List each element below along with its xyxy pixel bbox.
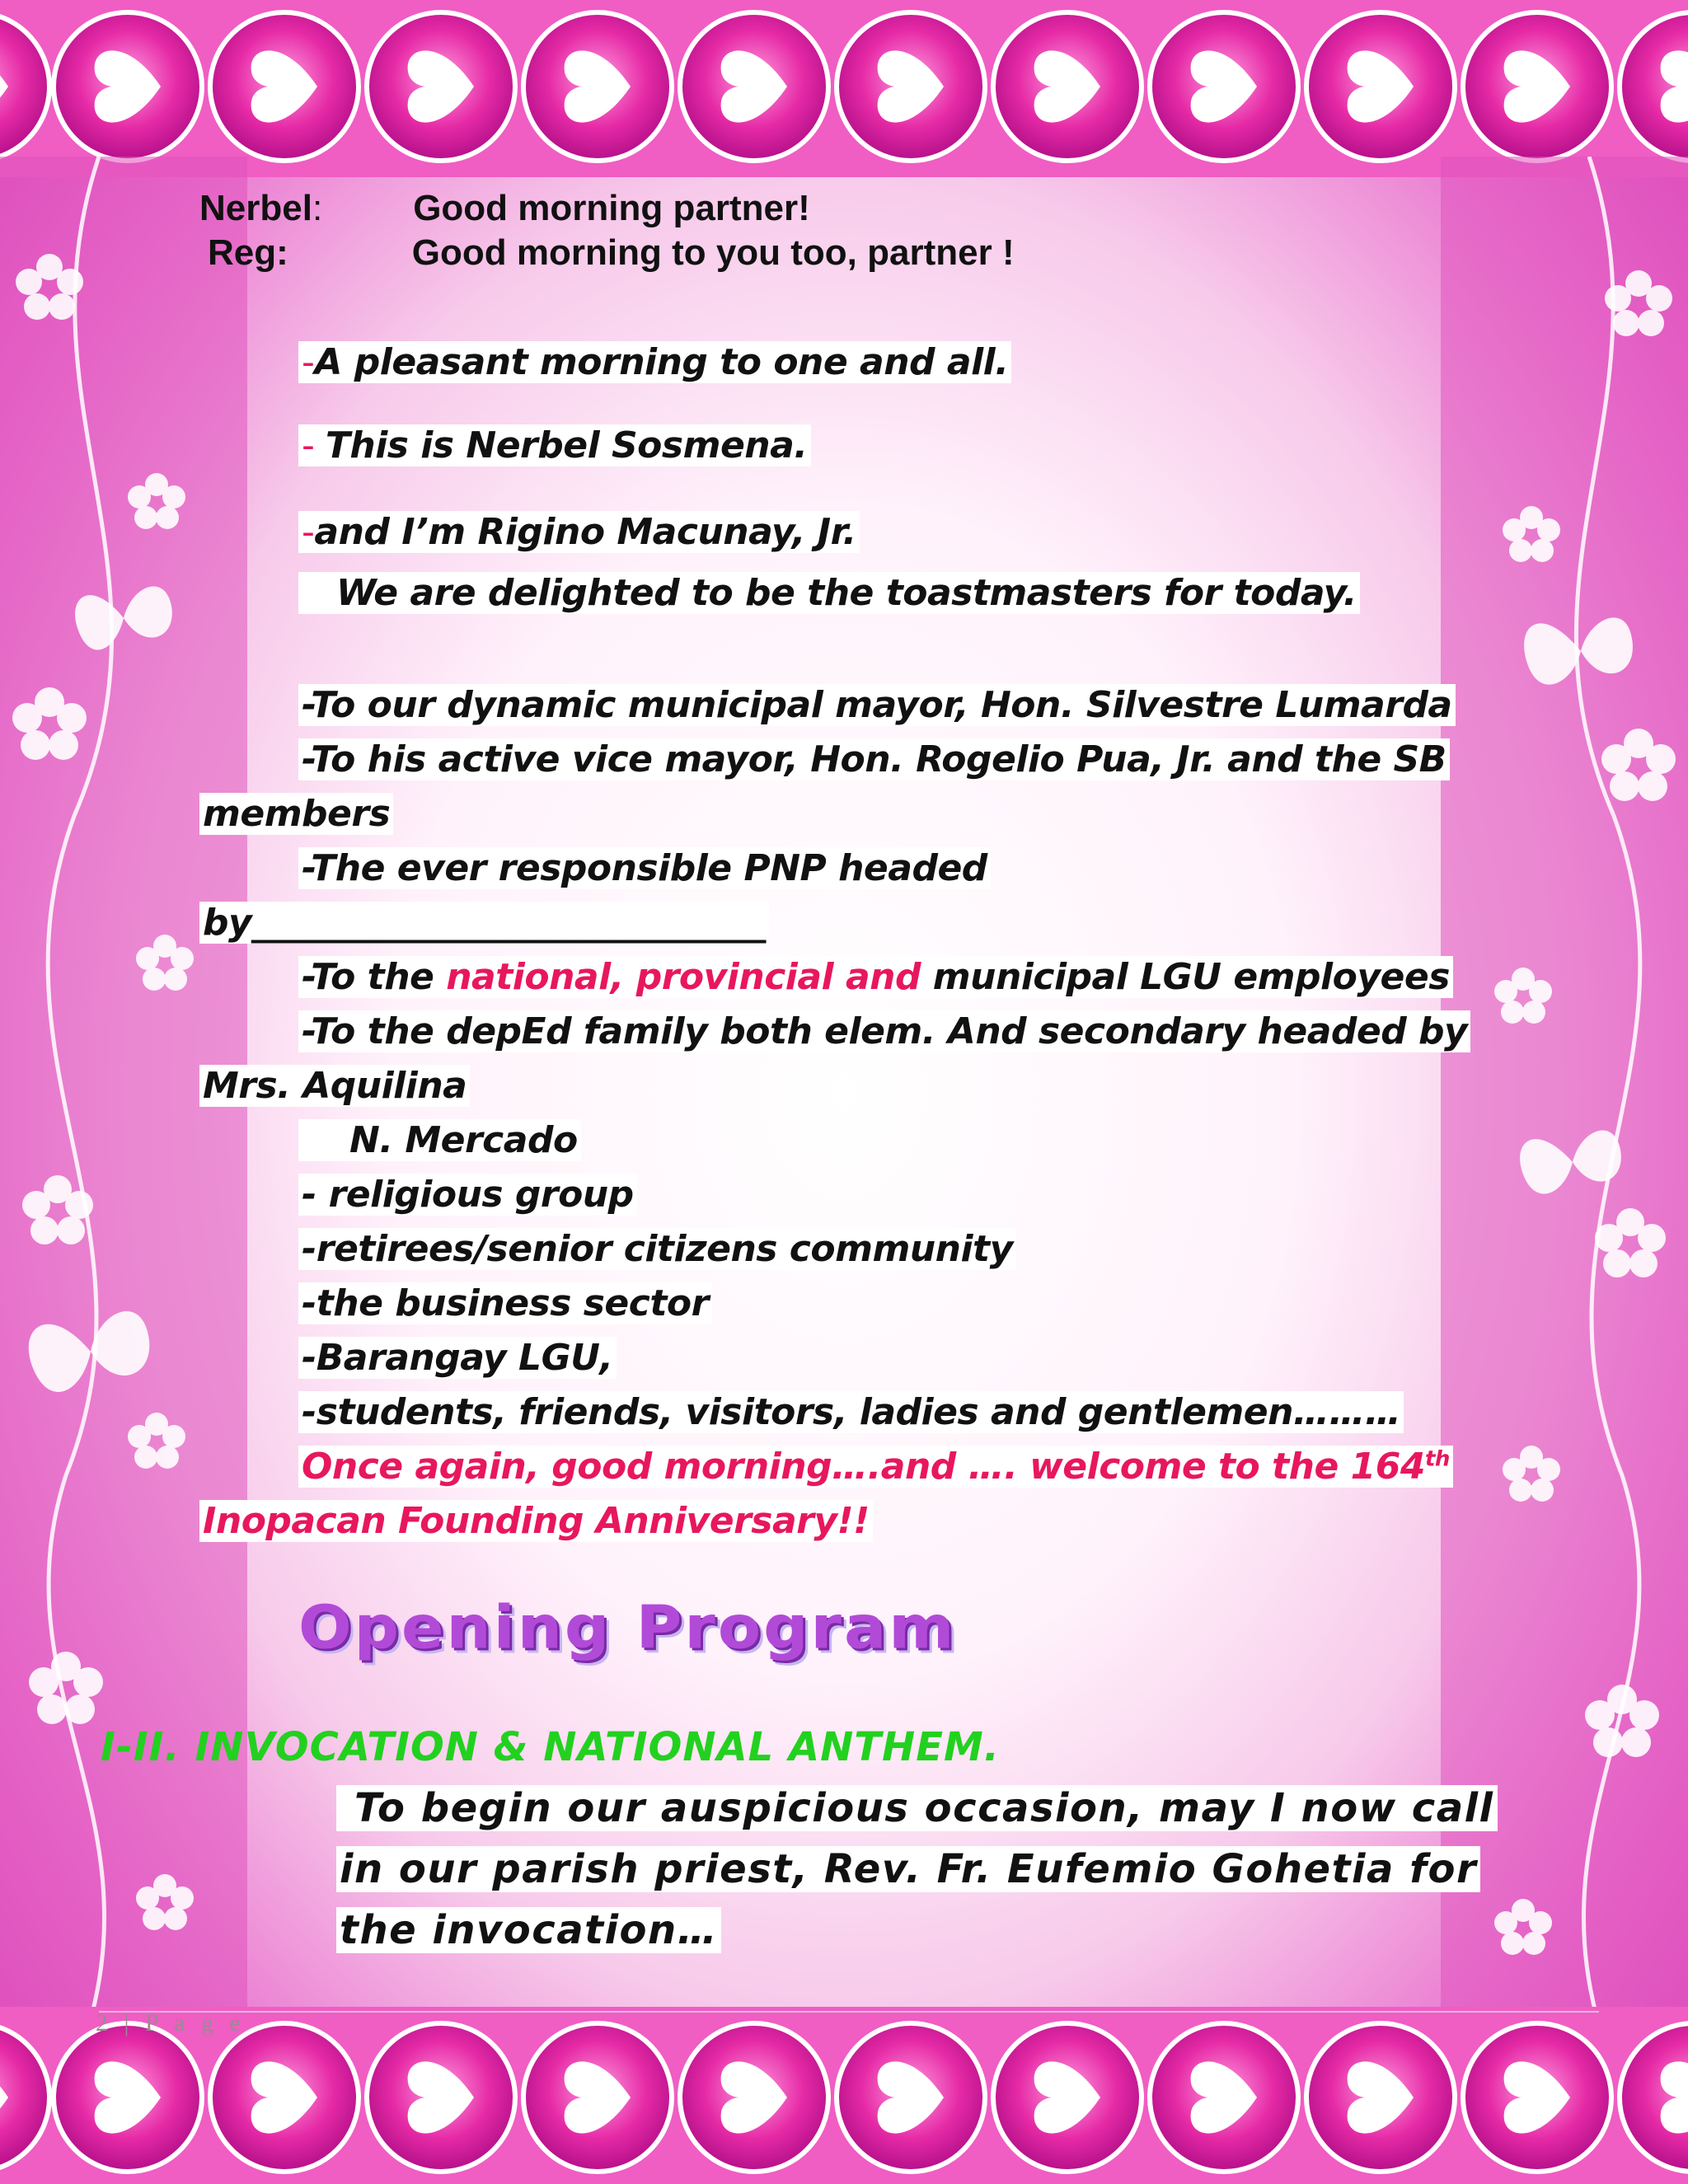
- ack-pnp-cont: by_____________________________: [199, 902, 769, 944]
- ack-barangay: -Barangay LGU,: [298, 1337, 617, 1379]
- ack-lgu: [298, 956, 1453, 998]
- dash: -: [302, 341, 315, 383]
- speaker-nerbel: Nerbel: [199, 188, 312, 228]
- ack-business: -the business sector: [298, 1282, 712, 1324]
- intro-line: [298, 341, 1011, 383]
- footer-rule: [99, 2011, 1599, 2013]
- dialog-text: Good morning to you too, partner !: [411, 232, 1015, 273]
- intro-text: A pleasant morning to one and all.: [314, 341, 1009, 383]
- invocation-line: To begin our auspicious occasion, may I now call: [336, 1785, 1498, 1831]
- ack-mayor: -To our dynamic municipal mayor, Hon. Silvestre Lumarda: [298, 684, 1456, 726]
- floral-border-right: [1441, 157, 1688, 2019]
- ack-religious: - religious group: [298, 1174, 637, 1216]
- welcome-text: Once again, good morning….and …. welcome to the 164: [302, 1446, 1425, 1488]
- ack-students: -students, friends, visitors, ladies and gentlemen………: [298, 1391, 1404, 1433]
- ack-lgu-suffix: municipal LGU employees: [920, 956, 1450, 998]
- intro-text: This is Nerbel Sosmena.: [325, 424, 808, 466]
- speaker-separator: :: [312, 188, 323, 228]
- heart-border-bottom: [0, 2007, 1688, 2184]
- ack-lgu-highlight: national, provincial and: [446, 956, 921, 998]
- dash: -: [302, 511, 315, 553]
- section-title: Opening Program: [298, 1592, 957, 1662]
- ack-vice-mayor-cont: members: [199, 793, 393, 835]
- invocation-line: in our parish priest, Rev. Fr. Eufemio Gohetia for: [336, 1846, 1480, 1892]
- welcome-line: [298, 1446, 1453, 1488]
- dash: -: [302, 424, 326, 466]
- ack-vice-mayor: -To his active vice mayor, Hon. Rogelio Pua, Jr. and the SB: [298, 738, 1450, 780]
- speaker-reg: Reg:: [208, 232, 288, 273]
- ack-deped-name: N. Mercado: [298, 1119, 581, 1161]
- welcome-superscript: th: [1424, 1446, 1450, 1472]
- ack-deped: -To the depEd family both elem. And secondary headed by: [298, 1010, 1470, 1052]
- dialog-line-nerbel: [199, 188, 810, 229]
- ack-retirees: -retirees/senior citizens community: [298, 1228, 1016, 1270]
- ack-lgu-prefix: -To the: [302, 956, 447, 998]
- intro-line: [298, 424, 811, 466]
- intro-line: [298, 572, 1360, 614]
- intro-text: and I’m Rigino Macunay, Jr.: [314, 511, 856, 553]
- page-number: 2 | P a g e: [96, 2009, 246, 2036]
- invocation-heading: I-II. INVOCATION & NATIONAL ANTHEM.: [101, 1724, 1000, 1770]
- heart-border-top: [0, 0, 1688, 177]
- intro-line: [298, 511, 860, 553]
- dialog-line-reg: [208, 232, 1015, 274]
- ack-deped-cont: Mrs. Aquilina: [199, 1065, 470, 1107]
- intro-text: We are delighted to be the toastmasters for today.: [336, 572, 1357, 614]
- welcome-line-2: Inopacan Founding Anniversary!!: [199, 1500, 873, 1542]
- dialog-text: Good morning partner!: [413, 188, 810, 228]
- invocation-line: the invocation…: [336, 1907, 721, 1953]
- ack-pnp: -The ever responsible PNP headed: [298, 847, 991, 889]
